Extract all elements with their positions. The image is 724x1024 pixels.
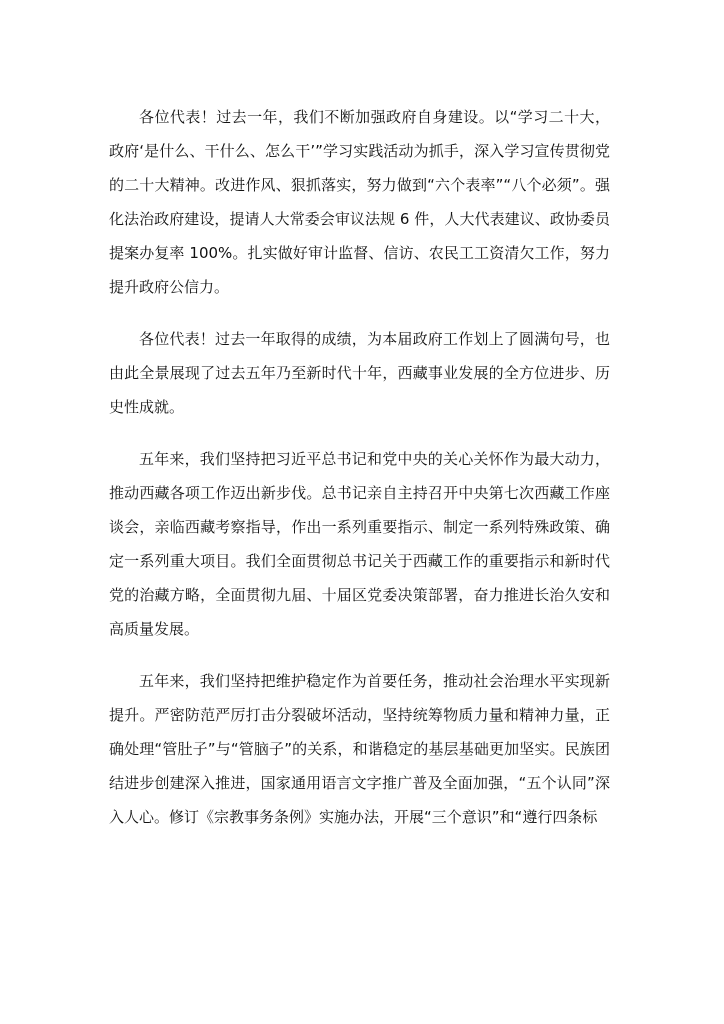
paragraph-government-self-building: 各位代表！过去一年，我们不断加强政府自身建设。以“学习二十大，政府‘是什么、干什么、怎么干’”学习实践活动为抓手，深入学习宣传贯彻党的二十大精神。改进作风、狠抓落实，努力做到“六个表率”“八个必须”。强化法治政府建设，提请人大常委会审议法规 6 件，人大代表建议、政协委员提案办复率 100%。扎实做好审计监督、信访、农民工工资清欠工作，努力提升政府公信力。: [109, 108, 610, 296]
paragraph-five-years-development: 五年来，我们坚持把习近平总书记和党中央的关心关怀作为最大动力，推动西藏各项工作迈出新步伐。总书记亲自主持召开中央第七次西藏工作座谈会，亲临西藏考察指导，作出一系列重要指示、制定一系列特殊政策、确定一系列重大项目。我们全面贯彻总书记关于西藏工作的重要指示和新时代党的治藏方略，全面贯彻九届、十届区党委决策部署，奋力推进长治久安和高质量发展。: [109, 450, 610, 638]
document-body: [109, 100, 610, 852]
paragraph-five-years-stability: 五年来，我们坚持把维护稳定作为首要任务，推动社会治理水平实现新提升。严密防范严厉打击分裂破坏活动，坚持统筹物质力量和精神力量，正确处理“管肚子”与“管脑子”的关系，和谐稳定的基层基础更加坚实。民族团结进步创建深入推进，国家通用语言文字推广普及全面加强，“五个认同”深入人心。修订《宗教事务条例》实施办法，开展“三个意识”和“遵行四条标: [109, 672, 610, 826]
paragraph-achievements-summary: 各位代表！过去一年取得的成绩，为本届政府工作划上了圆满句号，也由此全景展现了过去五年乃至新时代十年，西藏事业发展的全方位进步、历史性成就。: [109, 330, 610, 416]
